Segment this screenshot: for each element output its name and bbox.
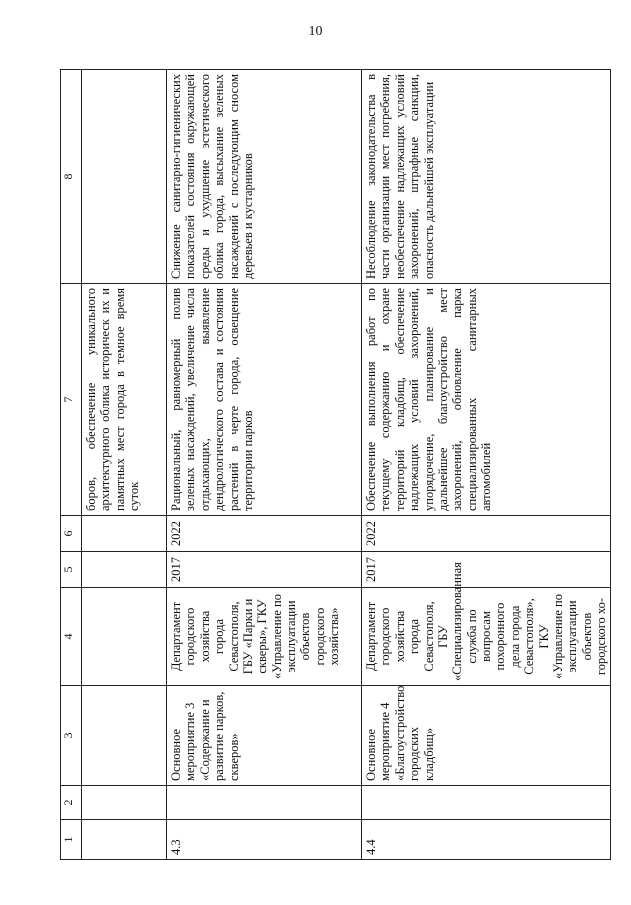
executor: Департамент городского хозяйства города Севастополя, ГБУ «Парки и скверы», ГКУ «Управление по эксплуатации объектов городского хозяйства» (167, 588, 362, 686)
row-number (82, 820, 167, 860)
table-row (167, 70, 362, 860)
measure-name (82, 686, 167, 786)
header-cell-7: 7 (61, 284, 82, 516)
consequences (82, 70, 167, 284)
start-year: 2017 (167, 552, 362, 588)
consequences: Несоблюдение законодательства в части организации мест погребения, необеспечение надлежащих условий захоронений, штрафные санкции, опасность дальнейшей эксплуатации (362, 70, 611, 284)
executor: Департамент городского хозяйства города Севастополя, ГБУ «Специализированная служба по вопросам похоронного дела города Севастополя», ГКУ «Управление по эксплуатации объектов городского хо- (362, 588, 611, 686)
header-cell-4: 4 (61, 588, 82, 686)
header-cell-6: 6 (61, 516, 82, 552)
header-cell-2: 2 (61, 786, 82, 820)
start-year (82, 552, 167, 588)
end-year: 2022 (362, 516, 611, 552)
header-cell-1: 1 (61, 820, 82, 860)
cell-col2 (82, 786, 167, 820)
header-row (61, 70, 82, 860)
row-number: 4.4 (362, 820, 611, 860)
end-year (82, 516, 167, 552)
executor (82, 588, 167, 686)
expected-result: Рациональный, равномерный полив зеленых насаждений, увеличение числа отдыхающих, выявление дендрологического состава и состояния растений в черте города, освещение территории парков (167, 284, 362, 516)
cell-col2 (362, 786, 611, 820)
header-cell-5: 5 (61, 552, 82, 588)
rotated-table (60, 70, 608, 860)
measures-table (60, 69, 611, 860)
measure-name: Основное мероприятие 3 «Содержание и развитие парков, скверов» (167, 686, 362, 786)
start-year: 2017 (362, 552, 611, 588)
consequences: Снижение санитарно-гигиенических показателей состояния окружающей среды и ухудшение эстетического облика города, высыхание зеленых насаждений с последующим сносом деревьев и кустарников (167, 70, 362, 284)
expected-result: боров, обеспечение уникального архитектурного облика историческ их и памятных мест города в темное время суток (82, 284, 167, 516)
cell-col2 (167, 786, 362, 820)
rotated-table-container (60, 70, 608, 860)
table-row (362, 70, 611, 860)
expected-result: Обеспечение выполнения работ по текущему содержанию и охране территорий кладбищ, обеспечение надлежащих условий захоронений, упорядочение, планирование и дальнейшее благоустройство мест захоронений, обновление парка специализированных санитарных автомобилей (362, 284, 611, 516)
header-cell-3: 3 (61, 686, 82, 786)
measure-name: Основное мероприятие 4 «Благоустройство городских кладбищ» (362, 686, 611, 786)
table-row (82, 70, 167, 860)
header-cell-8: 8 (61, 70, 82, 284)
page-number: 10 (308, 24, 323, 39)
row-number: 4.3 (167, 820, 362, 860)
end-year: 2022 (167, 516, 362, 552)
